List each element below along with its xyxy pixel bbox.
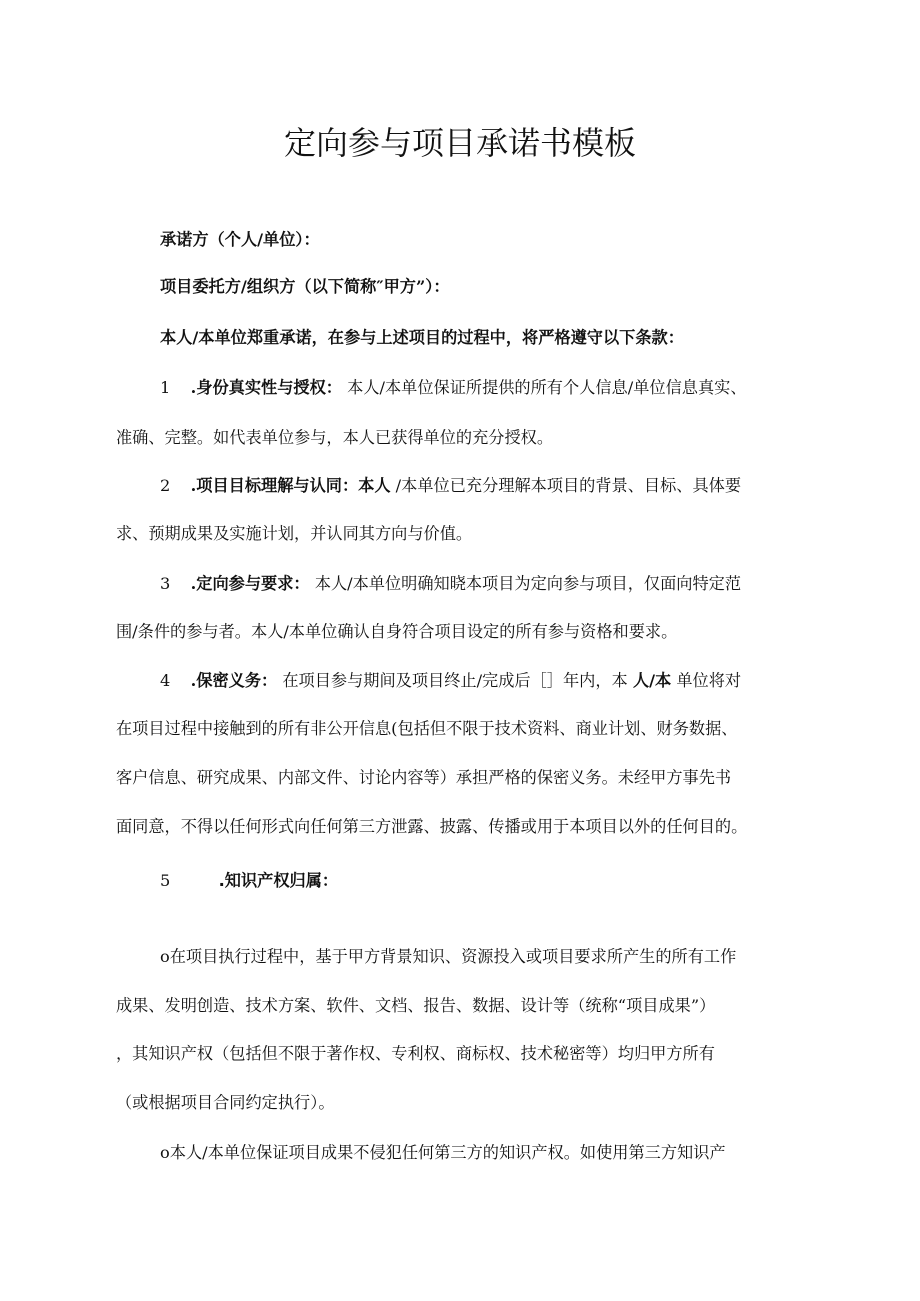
clause-4-line-1 — [160, 670, 741, 692]
clause-4-text-c: 单位将对 — [676, 671, 742, 690]
promisor-line: 承诺方（个人/单位）： — [160, 230, 320, 249]
clause-2-number: 2 — [160, 476, 171, 495]
intro-line: 本人/本单位郑重承诺，在参与上述项目的过程中，将严格遵守以下条款： — [160, 328, 684, 347]
clause-2-line-2: 求、预期成果及实施计划，并认同其方向与价值。 — [116, 524, 473, 543]
clause-1-heading: .身份真实性与授权： — [190, 378, 342, 397]
clause-4-line-3: 客户信息、研究成果、内部文件、讨论内容等）承担严格的保密义务。未经甲方事先书 — [116, 768, 732, 787]
clause-3-line-2: 围/条件的参与者。本人/本单位确认自身符合项目设定的所有参与资格和要求。 — [116, 622, 678, 641]
clause-1-text: 本人/本单位保证所提供的所有个人信息/单位信息真实、 — [347, 378, 747, 397]
clause-3-number: 3 — [160, 574, 171, 593]
clause-5-para-1-line-2: 成果、发明创造、技术方案、软件、文档、报告、数据、设计等（统称“项目成果”） — [116, 996, 716, 1015]
clause-2-heading: .项目目标理解与认同：本人 — [190, 476, 391, 495]
clause-1-number: 1 — [160, 378, 171, 397]
clause-1-line-1 — [160, 377, 747, 399]
clause-5-para-1-line-4: （或根据项目合同约定执行）。 — [116, 1093, 335, 1112]
clause-1-line-2: 准确、完整。如代表单位参与，本人已获得单位的充分授权。 — [116, 428, 554, 447]
clause-4-number: 4 — [160, 671, 171, 690]
clause-5-para-1-line-1: o在项目执行过程中，基于甲方背景知识、资源投入或项目要求所产生的所有工作 — [160, 947, 737, 966]
clause-2-line-1 — [160, 475, 741, 497]
clause-2-text: /本单位已充分理解本项目的背景、目标、具体要 — [395, 476, 742, 495]
clause-5-para-1-line-3: ，其知识产权（包括但不限于著作权、专利权、商标权、技术秘密等）均归甲方所有 — [116, 1044, 715, 1063]
clause-4-line-2: 在项目过程中接触到的所有非公开信息(包括但不限于技术资料、商业计划、财务数据、 — [116, 719, 738, 738]
clause-5-heading: .知识产权归属： — [218, 871, 339, 890]
client-line: 项目委托方/组织方（以下简称″甲方”）： — [160, 277, 450, 296]
clause-4-heading: .保密义务： — [190, 671, 278, 690]
clause-5-line-1 — [160, 870, 338, 892]
clause-3-text: 本人/本单位明确知晓本项目为定向参与项目，仅面向特定范 — [314, 574, 742, 593]
clause-4-text-a: 在项目参与期间及项目终止/完成后［］年内，本 — [282, 671, 628, 690]
clause-3-line-1 — [160, 573, 741, 595]
document-title: 定向参与项目承诺书模板 — [283, 124, 636, 162]
clause-4-line-4: 面同意，不得以任何形式向任何第三方泄露、披露、传播或用于本项目以外的任何目的。 — [116, 817, 748, 836]
clause-5-para-2-line-1: o本人/本单位保证项目成果不侵犯任何第三方的知识产权。如使用第三方知识产 — [160, 1143, 726, 1162]
clause-4-text-b: 人/本 — [632, 671, 672, 690]
clause-5-number: 5 — [160, 871, 171, 890]
clause-3-heading: .定向参与要求： — [190, 574, 310, 593]
